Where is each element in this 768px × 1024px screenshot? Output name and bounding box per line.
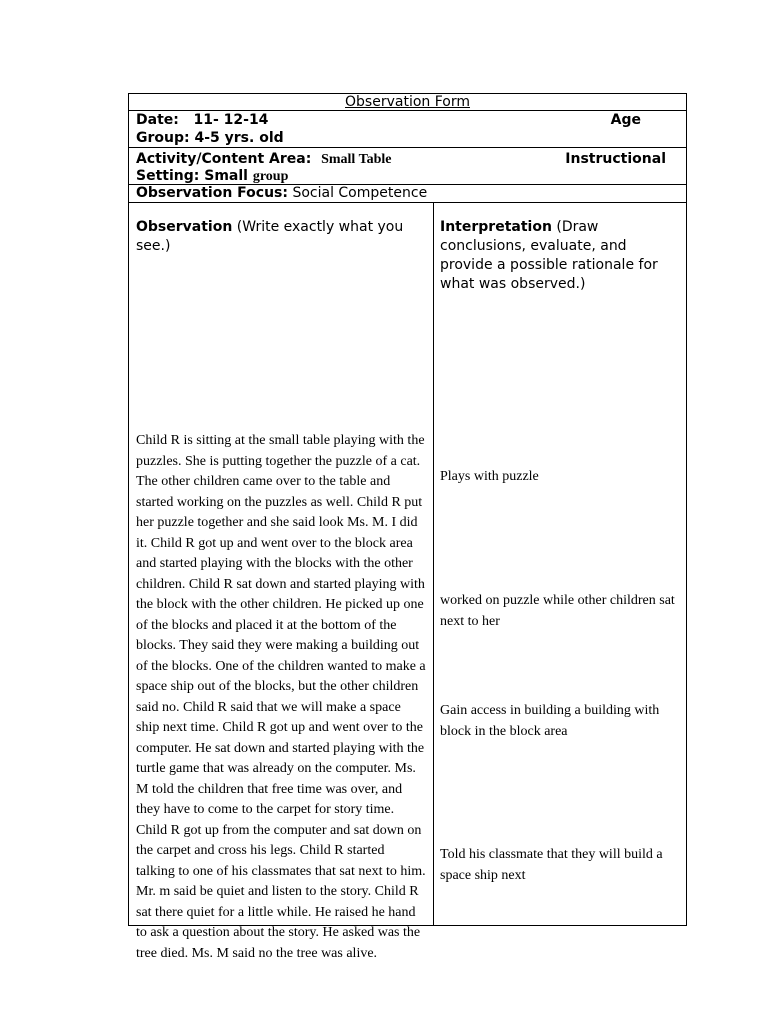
age-label: Age [610,112,641,128]
observation-columns [129,203,686,961]
interpretation-item: Gain access in building a building with block in the block area [440,703,660,739]
observation-header [136,218,416,256]
interpretation-header [440,218,680,294]
date-line [136,111,268,129]
form-title-row [129,94,686,111]
observation-note: (Write exactly what you see.) [136,219,404,254]
interpretation-item: worked on puzzle while other children sat next to her [440,593,675,629]
focus-row [129,185,686,203]
activity-value: Small Table [321,152,392,167]
group-line [136,129,284,147]
interpretation-item: Told his classmate that they will build a space ship next [440,847,663,883]
setting-value-a: Small [204,168,248,184]
focus-value: Social Competence [292,185,428,201]
setting-value-b: group [252,169,289,184]
activity-setting-row [129,148,686,185]
date-group-row [129,111,686,148]
interpretation-note: (Draw conclusions, evaluate, and provide a possible rationale for what was observed.) [440,219,658,292]
interpretation-heading: Interpretation [440,219,552,235]
observation-form [128,93,687,961]
observation-heading: Observation [136,219,233,235]
form-title: Observation Form [345,94,470,110]
activity-label: Activity/Content Area: [136,151,312,167]
setting-label: Setting: [136,168,200,184]
focus-label: Observation Focus: [136,185,288,201]
date-value: 11- 12-14 [193,112,269,128]
setting-line [136,167,288,186]
interpretation-item: Plays with puzzle [440,469,539,484]
date-label: Date: [136,112,179,128]
group-label: Group: [136,130,190,146]
observation-narrative: Child R is sitting at the small table playing with the puzzles. She is putting together the puzzle of a cat. The other children came over to the table and started working on the puzzles as well. Child R put her puzzle together and she said look Ms. M. I did it. Child R got up and went over to the block area and started playing with the blocks with the other children. Child R sat down and started playing with the block with the other children. He picked up one of the blocks and placed it at the bottom of the blocks. They said they were making a building out of the blocks. One of the children wanted to make a space ship out of the blocks, but the other children said no. Child R said that we will make a space ship next time. Child R got up and went over to the computer. He sat down and started playing with the turtle game that was already on the computer. Ms. M told the children that free time was over, and they have to come to the carpet for story time. Child R got up from the computer and sat down on the carpet and cross his legs. Child R started talking to one of his classmates that sat next to him. Mr. m said be quiet and listen to the story. Child R sat there quiet for a little while. He raised he hand to ask a question about the story. He asked was the tree died. Ms. M said no the tree was alive. [136,433,426,961]
column-divider [433,203,434,925]
group-value: 4-5 yrs. old [194,130,284,146]
instructional-label: Instructional [565,151,666,167]
